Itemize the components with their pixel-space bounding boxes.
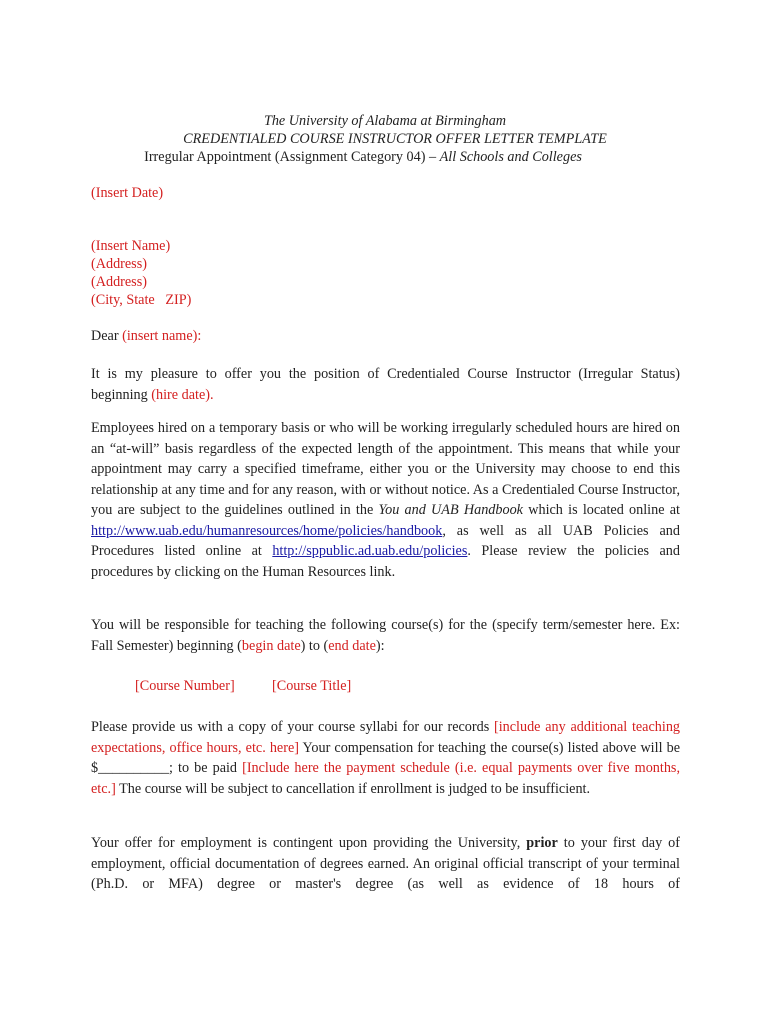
hire-date-placeholder: (hire date).: [151, 386, 214, 403]
policies-link[interactable]: http://sppublic.ad.uab.edu/policies: [272, 543, 468, 559]
paragraph-contingent: Your offer for employment is contingent upon providing the University, prior to your first day of employment, official documentation of degrees earned. An original official transcript of your terminal (Ph.D. or MFA) degree or master's degree (as well as evidence of 18 hours of: [91, 835, 680, 892]
course-title-placeholder: [Course Title]: [272, 678, 352, 694]
university-name: The University of Alabama at Birmingham: [263, 113, 507, 129]
salutation: Dear (insert name):: [91, 328, 202, 344]
insert-date-placeholder: (Insert Date): [91, 185, 164, 201]
payment-schedule-placeholder: [Include here the payment schedule (i.e. equal payments over five months, etc.]: [91, 760, 680, 797]
address-line-1: (Address): [91, 256, 147, 272]
paragraph-at-will: Employees hired on a temporary basis or who will be working irregularly scheduled hours are hired on an “at-will” basis regardless of the expected length of the appointment. This means that while your appointment may carry a specified timeframe, either you or the University may choose to end this relationship at any time and for any reason, with or without notice. As a Credentialed Course Instructor, you are subject to the guidelines outlined in the You and UAB Handbook which is located online at http://www.uab.edu/humanresources/home/policies/handbook, as well as all UAB Policies and Procedures listed online at http://sppublic.ad.uab.edu/policies. Please review the policies and procedures by clicking on the Human Resources link.: [91, 420, 680, 580]
city-state-zip: (City, State ZIP): [91, 292, 192, 308]
paragraph-courses: You will be responsible for teaching the following course(s) for the (specify term/semester here. Ex: Fall Semester) beginning (begin date) to (end date):: [91, 617, 680, 654]
template-title: CREDENTIALED COURSE INSTRUCTOR OFFER LETTER TEMPLATE: [183, 131, 607, 147]
handbook-link[interactable]: http://www.uab.edu/humanresources/home/policies/handbook: [91, 522, 443, 539]
prior-bold: prior: [526, 835, 558, 851]
address-block: [91, 237, 680, 309]
appointment-line: Irregular Appointment (Assignment Category 04) – All Schools and Colleges: [144, 149, 582, 165]
course-number-placeholder: [Course Number]: [135, 678, 235, 694]
paragraph-compensation: Please provide us with a copy of your course syllabi for our records [include any additional teaching expectations, office hours, etc. here] Your compensation for teaching the course(s) listed above will be $__________; to be paid [Include here the payment schedule (i.e. equal payments over five months, etc.] The course will be subject to cancellation if enrollment is judged to be insufficient.: [91, 719, 681, 797]
address-line-2: (Address): [91, 274, 147, 290]
insert-name-placeholder: (Insert Name): [91, 238, 171, 254]
end-date-placeholder: end date: [328, 637, 376, 654]
salutation-name-placeholder: (insert name):: [122, 328, 202, 344]
begin-date-placeholder: begin date: [241, 637, 301, 654]
additional-expectations-placeholder: [include any additional teaching expectations, office hours, etc. here]: [91, 719, 681, 756]
paragraph-offer: It is my pleasure to offer you the position of Credentialed Course Instructor (Irregular Status) beginning (hire date).: [91, 366, 680, 403]
